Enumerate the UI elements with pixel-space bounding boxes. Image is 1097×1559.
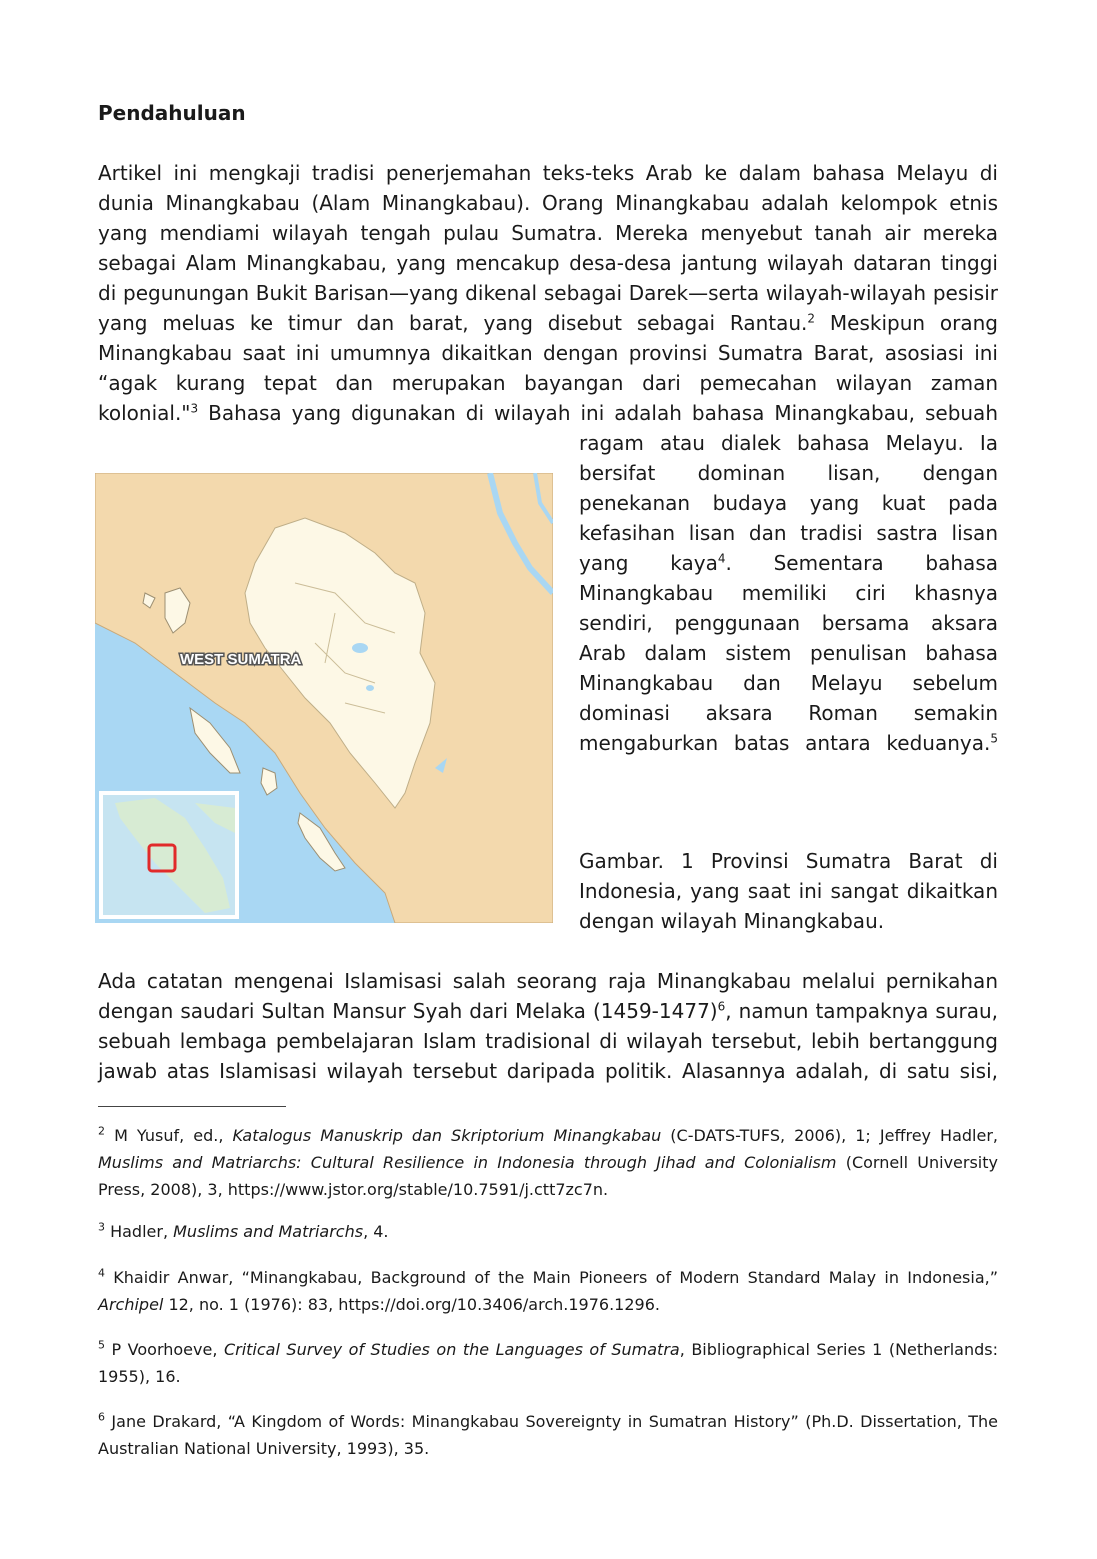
p1-line-1: Artikel ini mengkaji tradisi penerjemahan teks-teks Arab ke dalam bahasa Melayu di [98,161,998,185]
p1-line-3: yang mendiami wilayah tengah pulau Sumatra. Mereka menyebut tanah air mereka [98,221,998,245]
footnote-number: 4 [98,1266,105,1280]
p1-line-6 [98,308,998,338]
footnote-title: Archipel [98,1295,164,1314]
column-text-b: . Sementara bahasa Minangkabau memiliki ciri khasnya sendiri, penggunaan bersama aksara Arab dalam sistem penulisan bahasa Minangkabau dan Melayu sebelum dominasi aksara Roman semakin mengaburkan batas antara keduanya. [579,551,998,755]
footnote-number: 6 [98,1410,105,1424]
footnote-text: Khaidir Anwar, “Minangkabau, Background of the Main Pioneers of Modern Standard Malay in Indonesia,” [113,1268,998,1287]
footnote-title: Muslims and Matriarchs: Cultural Resilience in Indonesia through Jihad and Colonialism [98,1153,837,1172]
footnote-4 [98,1264,998,1318]
p1-line-7: Minangkabau saat ini umumnya dikaitkan dengan provinsi Sumatra Barat, asosiasi ini [98,341,998,365]
footnote-3 [98,1218,998,1245]
footnote-text: Hadler, [110,1222,174,1241]
footnote-5 [98,1336,998,1390]
footnote-title: Muslims and Matriarchs [173,1222,364,1241]
footnote-6 [98,1408,998,1462]
footnote-divider [98,1106,286,1107]
footnote-text: 12, no. 1 (1976): 83, https://doi.org/10.3406/arch.1976.1296. [163,1295,660,1314]
map-graphic [95,473,553,923]
footnote-text: M Yusuf, ed., [114,1126,233,1145]
footnote-ref-6[interactable]: 6 [717,999,726,1014]
p2-text-a: Ada catatan mengenai Islamisasi salah seorang raja Minangkabau melalui pernikahan dengan saudari Sultan Mansur Syah dari Melaka (1459-1477) [98,969,998,1023]
footnote-ref-5[interactable]: 5 [990,731,998,746]
section-heading: Pendahuluan [98,101,246,125]
p1-line-8: “agak kurang tepat dan merupakan bayangan dari pemecahan wilayan zaman [98,371,998,395]
footnote-number: 2 [98,1124,105,1138]
footnote-title: Katalogus Manuskrip dan Skriptorium Minangkabau [232,1126,662,1145]
p1-line-4: sebagai Alam Minangkabau, yang mencakup desa-desa jantung wilayah dataran tinggi [98,251,998,275]
p2-text-b: , namun tampaknya surau, sebuah lembaga pembelajaran Islam tradisional di wilayah tersebut, lebih bertanggung jawab atas Islamisasi wilayah tersebut daripada politik. Alasannya adalah, di satu sisi, [98,999,999,1083]
p1-line-9b-text: Bahasa yang digunakan di wilayah ini adalah bahasa Minangkabau, sebuah [198,401,998,425]
footnote-text: , 4. [363,1222,389,1241]
footnote-text: (C-DATS-TUFS, 2006), 1; Jeffrey Hadler, [661,1126,999,1145]
footnote-2 [98,1122,998,1203]
footnote-text: P Voorhoeve, [111,1340,224,1359]
paragraph-2 [98,966,998,1086]
p1-line-6-text: yang meluas ke timur dan barat, yang disebut sebagai Rantau. [98,311,808,335]
footnote-title: Critical Survey of Studies on the Languages of Sumatra [223,1340,680,1359]
column-text [579,428,998,758]
west-sumatra-map [95,473,553,923]
p1-line-6b-text: Meskipun orang [815,311,998,335]
footnote-number: 3 [98,1220,105,1234]
figure-caption: Gambar. 1 Provinsi Sumatra Barat di Indonesia, yang saat ini sangat dikaitkan dengan wilayah Minangkabau. [579,849,998,933]
p1-line-2: dunia Minangkabau (Alam Minangkabau). Orang Minangkabau adalah kelompok etnis [98,191,998,215]
footnote-ref-4[interactable]: 4 [717,551,726,566]
footnote-text: (Cornell University Press, 2008), 3, https://www.jstor.org/stable/10.7591/j.ctt7zc7n. [98,1153,998,1199]
footnote-ref-3[interactable]: 3 [190,401,199,416]
map-label: WEST SUMATRA [180,651,302,668]
p1-line-9-text: kolonial." [98,401,191,425]
column-text-a: ragam atau dialek bahasa Melayu. Ia bersifat dominan lisan, dengan penekanan budaya yang kuat pada kefasihan lisan dan tradisi sastra lisan yang kaya [579,431,998,575]
footnote-ref-2[interactable]: 2 [807,311,816,326]
p1-line-9 [98,398,998,428]
footnote-text: , Bibliographical Series 1 (Netherlands: 1955), 16. [98,1340,998,1386]
p1-line-5: di pegunungan Bukit Barisan—yang dikenal sebagai Darek—serta wilayah-wilayah pesisir [98,281,998,305]
footnote-number: 5 [98,1338,105,1352]
inset-locator-map [99,791,239,919]
footnote-text: Jane Drakard, “A Kingdom of Words: Minangkabau Sovereignty in Sumatran History” (Ph.D. Dissertation, The Australian National University, 1993), 35. [98,1412,998,1458]
